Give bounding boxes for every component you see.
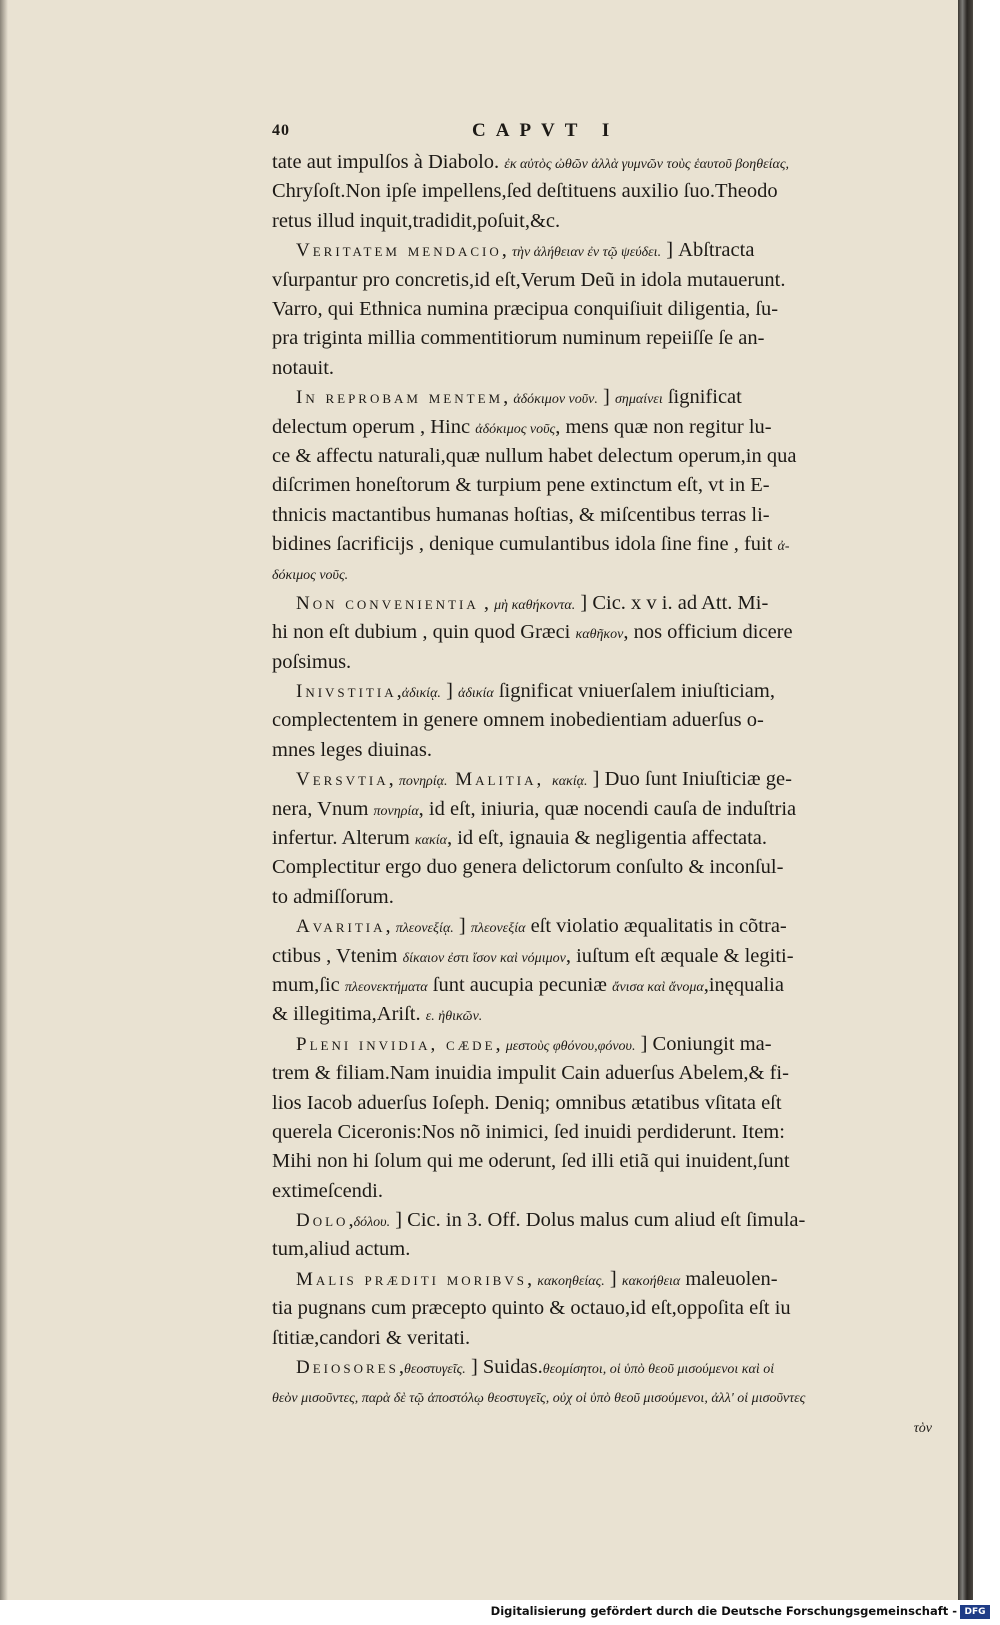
text-line: delectum operum , Hinc ἀδόκιμος νοῦς, mens quæ non regitur lu- <box>272 415 772 438</box>
text-line: tum,aliud actum. <box>272 1238 411 1261</box>
text-line: vſurpantur pro concretis,id eſt,Verum Deũ in idola mutauerunt. <box>272 268 786 291</box>
lemma-line: Non convenientia , μὴ καθήκοντα. ] Cic. x v i. ad Att. Mi- <box>296 591 769 614</box>
text-line: infertur. Alterum κακία, id eſt, ignauia & negligentia affectata. <box>272 826 768 849</box>
lemma-line: Veritatem mendacio, τὴν ἀλήθειαν ἐν τῷ ψεύδει. ] Abſtracta <box>296 239 755 262</box>
digitization-credit: Digitalisierung gefördert durch die Deutsche Forschungsgemeinschaft - <box>490 1604 957 1618</box>
text-line: lios Iacob aduerſus Ioſeph. Deniq; omnibus ætatibus vſitata eſt <box>272 1091 782 1114</box>
text-line: Mihi non hi ſolum qui me oderunt, ſed illi etiã qui inuident,ſunt <box>272 1150 790 1173</box>
text-line: & illegitima,Ariſt. ε. ἠθικῶν. <box>272 1003 483 1026</box>
text-line: diſcrimen honeſtorum & turpium pene extinctum eſt, vt in E- <box>272 474 770 497</box>
lemma-line: Deiosores,θεοστυγεῖς. ] Suidas.θεομίσητοι, οἱ ὑπὸ θεοῦ μισούμενοι καὶ οἱ <box>296 1356 775 1379</box>
text-line: complectentem in genere omnem inobedientiam aduerſus o- <box>272 709 764 732</box>
text-line: mum,ſic πλεονεκτήματα ſunt aucupia pecuniæ ἄνισα καὶ ἄνομα,inęqualia <box>272 973 784 996</box>
text-line: poſsimus. <box>272 650 352 673</box>
text-line: ce & affectu naturali,quæ nullum habet delectum operum,in qua <box>272 444 797 467</box>
lemma-line: Versvtia, πονηρίᾳ. Malitia, κακίᾳ. ] Duo ſunt Iniuſticiæ ge- <box>296 768 792 791</box>
dfg-logo: DFG <box>960 1605 990 1619</box>
text-line: δόκιμος νοῦς. <box>272 568 349 584</box>
text-line: hi non eſt dubium , quin quod Græci καθῆκον, nos officium dicere <box>272 621 793 644</box>
text-line: ctibus , Vtenim δίκαιον ἐστι ἴσον καὶ νόμιμον, iuſtum eſt æquale & legiti- <box>272 944 794 967</box>
text-block <box>272 118 962 1441</box>
text-line: Varro, qui Ethnica numina præcipua conquiſiuit diligentia, ſu- <box>272 297 779 320</box>
page-number: 40 <box>272 122 290 139</box>
text-line: Complectitur ergo duo genera delictorum conſulto & inconſul- <box>272 856 784 879</box>
text-line: retus illud inquit,tradidit,poſuit,&c. <box>272 209 561 232</box>
text-line: querela Ciceronis:Nos nõ inimici, ſed inuidi perdiderunt. Item: <box>272 1120 785 1143</box>
text-line: θεὸν μισοῦντες, παρὰ δὲ τῷ ἀποστόλῳ θεοστυγεῖς, οὐχ οἱ ὑπὸ θεοῦ μισούμενοι, ἀλλ' οἱ μισοῦντες <box>272 1391 806 1407</box>
text-line: tate aut impulſos à Diabolo. ἐκ αὐτὸς ὠθῶν ἀλλὰ γυμνῶν τοὺς ἑαυτοῦ βοηθείας, <box>272 151 790 173</box>
text-line: trem & filiam.Nam inuidia impulit Cain aduerſus Abelem,& fi- <box>272 1062 789 1085</box>
lemma-line: Dolo,δόλου. ] Cic. in 3. Off. Dolus malus cum aliud eſt ſimula- <box>296 1209 806 1232</box>
lemma-line: In reprobam mentem, ἀδόκιμον νοῦν. ] σημαίνει ſignificat <box>296 386 742 409</box>
text-line: notauit. <box>272 356 335 379</box>
page-edge-shadow <box>0 0 8 1600</box>
lemma-line: Pleni invidia, cæde, μεστοὺς φθόνου,φόνου. ] Coniungit ma- <box>296 1032 772 1055</box>
text-line: nera, Vnum πονηρία, id eſt, iniuria, quæ nocendi cauſa de induſtria <box>272 797 797 820</box>
text-line: to admiſſorum. <box>272 885 394 908</box>
text-line: tia pugnans cum præcepto quinto & octauo,id eſt,oppoſita eſt iu <box>272 1297 791 1320</box>
text-line: pra triginta millia commentitiorum numinum repeiiſſe ſe an- <box>272 327 765 350</box>
text-line: Chryſoſt.Non ipſe impellens,ſed deſtituens auxilio ſuo.Theodo <box>272 180 778 203</box>
text-line: ſtitiæ,candori & veritati. <box>272 1326 471 1349</box>
lemma-line: Inivstitia,ἀδικίᾳ. ] ἀδικία ſignificat vniuerſalem iniuſticiam, <box>296 680 775 703</box>
text-line: mnes leges diuinas. <box>272 738 432 761</box>
text-line: bidines ſacrificijs , denique cumulantibus idola ſine fine , fuit ἀ- <box>272 533 790 556</box>
text-line: thnicis mactantibus humanas hoſtias, & miſcentibus terras li- <box>272 503 770 526</box>
running-title: CAPVT I <box>472 120 620 141</box>
text-line: extimeſcendi. <box>272 1179 383 1202</box>
lemma-line: Avaritia, πλεονεξίᾳ. ] πλεονεξία eſt violatio æqualitatis in cõtra- <box>296 915 787 938</box>
running-head <box>272 118 962 148</box>
catchword: τὸν <box>913 1420 932 1436</box>
lemma-line: Malis præditi moribvs, κακοηθείας. ] κακοήθεια maleuolen- <box>296 1267 778 1290</box>
